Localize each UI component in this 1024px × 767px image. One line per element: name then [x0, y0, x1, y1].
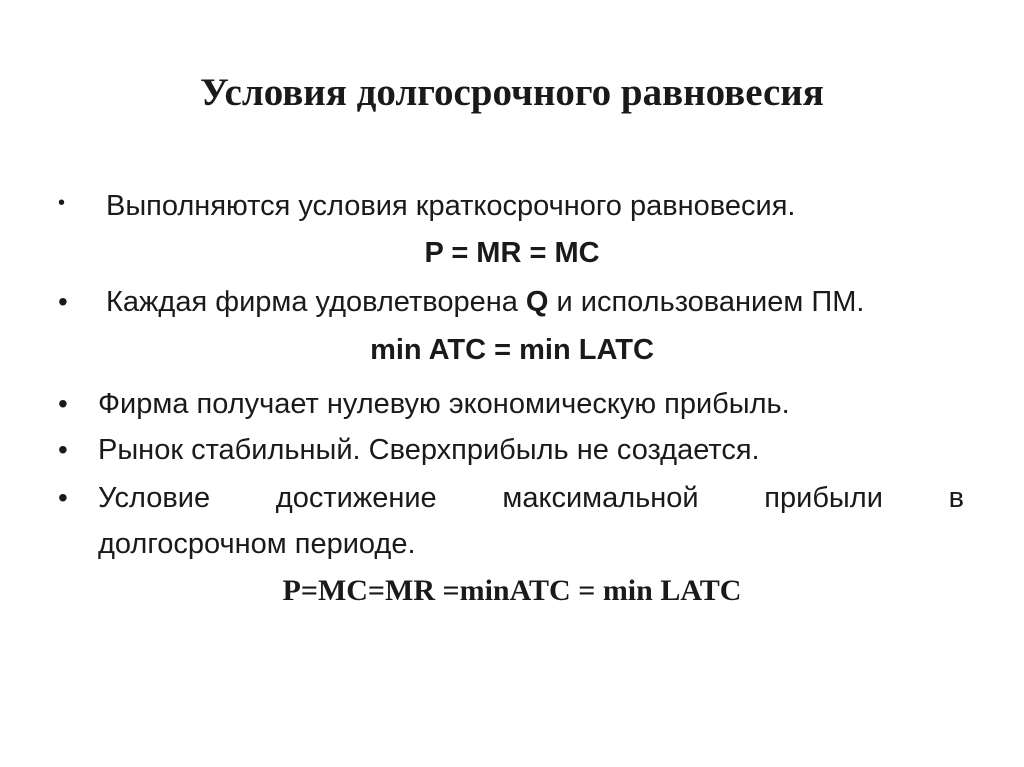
bullet-text-before: Каждая фирма удовлетворена [106, 286, 526, 318]
word: максимальной [502, 482, 699, 514]
word: в [948, 482, 964, 514]
word: Условие [98, 482, 211, 514]
slide-title: Условия долгосрочного равновесия [200, 71, 824, 114]
bullet-icon: • [58, 192, 66, 214]
bullet-item-stable-market: Рынок стабильный. Сверхприбыль не создается. [98, 434, 760, 466]
bullet-text-after: и использованием ПМ. [548, 286, 865, 318]
formula-min-atc: min ATC = min LATC [370, 334, 654, 366]
bullet-item-max-profit-condition [98, 482, 964, 515]
word: прибыли [764, 482, 883, 514]
bullet-item-short-run: Выполняются условия краткосрочного равновесия. [106, 190, 796, 222]
bullet-icon: • [58, 286, 68, 317]
formula-p-mr-mc: P = MR = MC [424, 237, 600, 269]
bold-q: Q [525, 286, 549, 318]
word: достижение [275, 482, 437, 514]
formula-long-run: P=MC=MR =minATC = min LATC [282, 574, 742, 607]
bullet-icon: • [58, 388, 68, 419]
bullet-item-firm-satisfied [106, 286, 864, 319]
bullet-item-continuation: долгосрочном периоде. [98, 528, 416, 560]
bullet-icon: • [58, 434, 68, 465]
bullet-icon: • [58, 482, 68, 513]
bullet-item-zero-profit: Фирма получает нулевую экономическую прибыль. [98, 388, 790, 420]
